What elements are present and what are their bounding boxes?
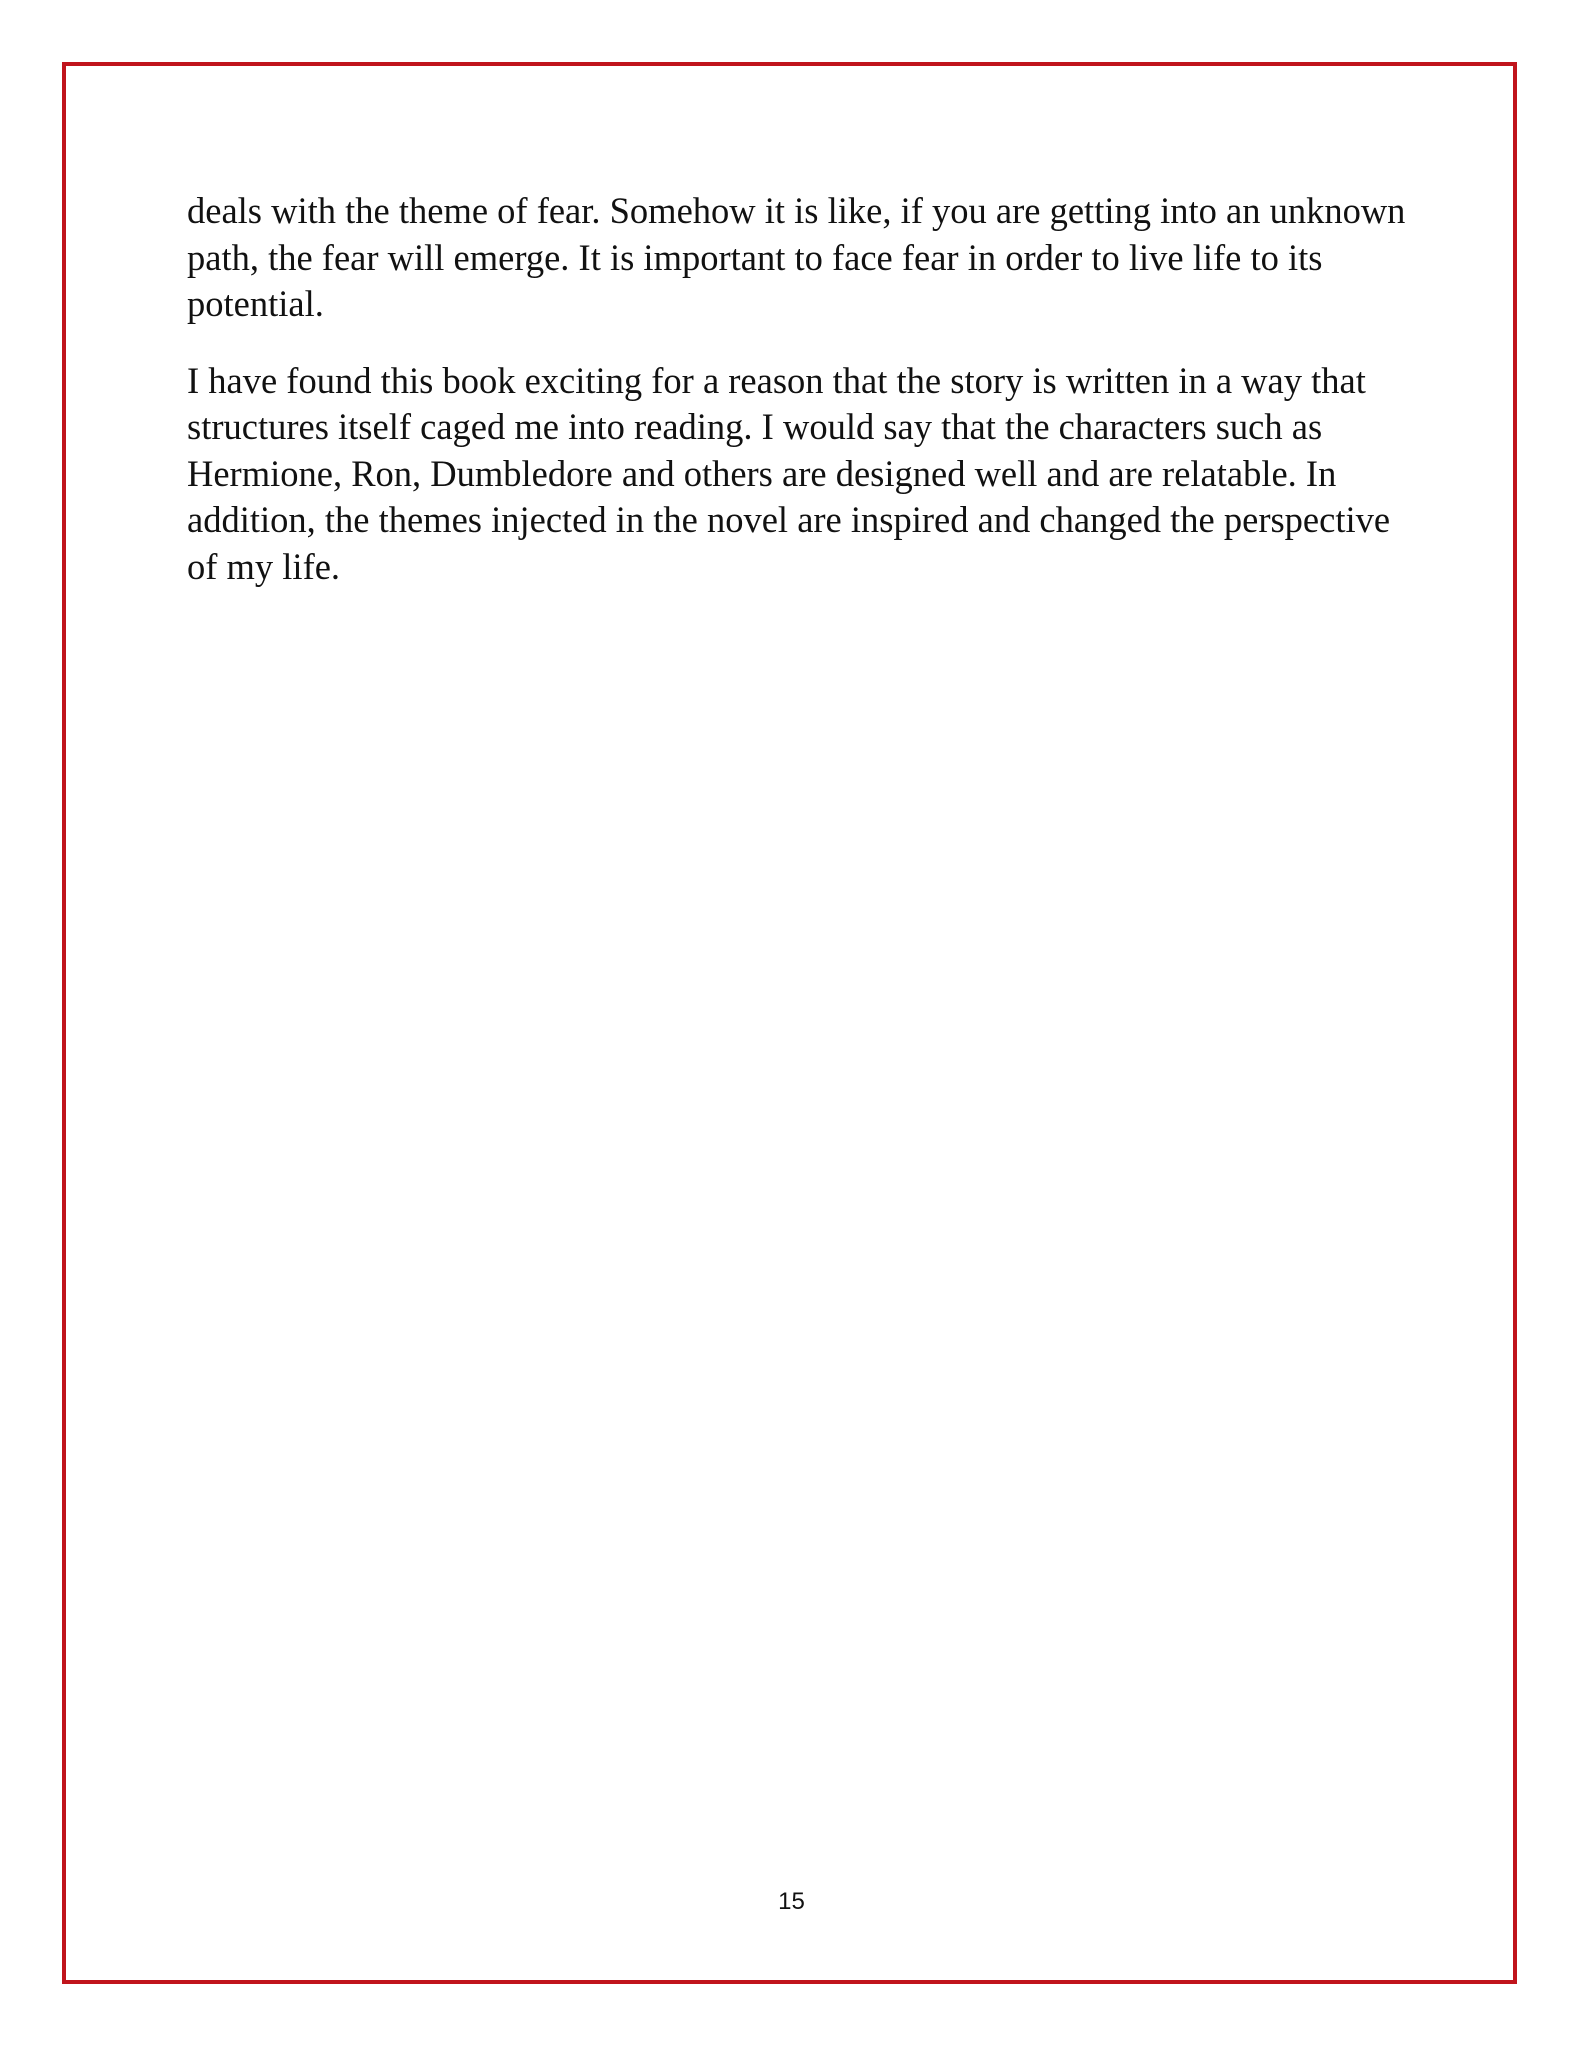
text-line: I have found this book exciting for a reason that the story is written in a way that [187,359,1366,401]
text-line: structures itself caged me into reading. I would say that the characters such as [187,406,1323,447]
paragraph-2 [187,358,1417,591]
page-number: 15 [778,1888,805,1915]
text-line: addition, the themes injected in the novel are inspired and changed the perspective [187,499,1391,540]
text-line: of my life. [187,545,341,587]
text-line: Hermione, Ron, Dumbledore and others are designed well and are relatable. In [187,452,1337,494]
paragraph-1 [187,188,1417,328]
text-line: potential. [187,283,324,324]
body-text [187,188,1417,620]
text-line: path, the fear will emerge. It is important to face fear in order to live life to its [187,236,1323,278]
text-line: deals with the theme of fear. Somehow it is like, if you are getting into an unknown [187,190,1406,231]
